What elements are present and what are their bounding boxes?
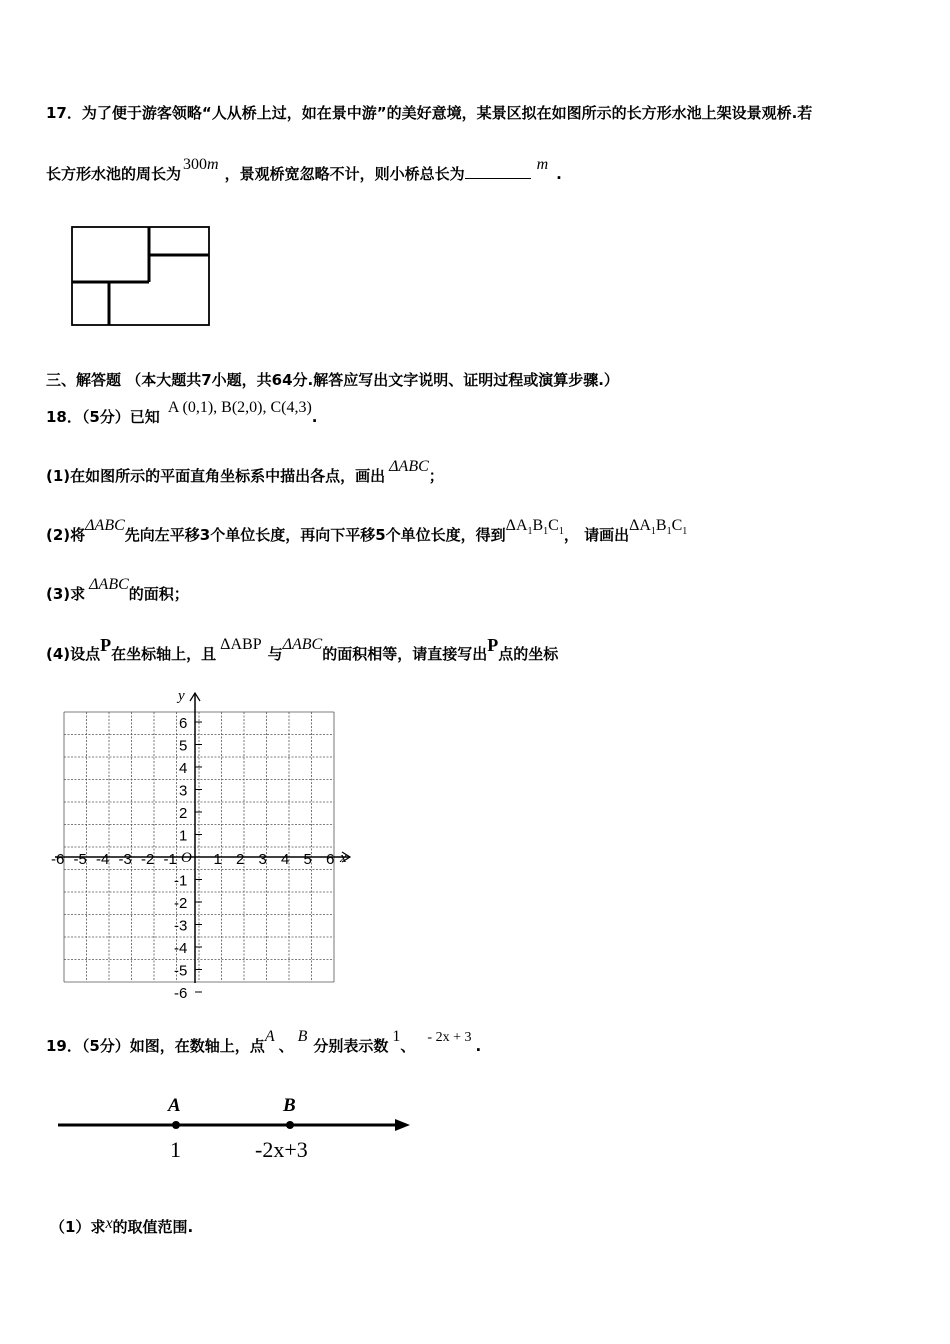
sub-1: 1 bbox=[650, 526, 656, 538]
q18-part4-text4: 的面积相等，请直接写出 bbox=[322, 645, 488, 663]
answer-blank[interactable] bbox=[465, 164, 531, 179]
q18-intro-text: 18．（5分）已知 bbox=[46, 408, 160, 426]
q17-end: . bbox=[556, 165, 562, 183]
label-a: A bbox=[168, 1095, 181, 1116]
q18-part1-text: (1)在如图所示的平面直角坐标系中描出各点，画出 bbox=[46, 467, 386, 485]
x-tick-label: 6 bbox=[326, 851, 335, 868]
q18-part4-end: 点的坐标 bbox=[498, 645, 559, 663]
x-tick-label: -3 bbox=[118, 851, 132, 868]
triangle-a1b1c1 bbox=[629, 517, 688, 538]
coordinate-grid bbox=[50, 688, 360, 1002]
number-line-arrow bbox=[395, 1119, 410, 1131]
y-tick-label: 6 bbox=[179, 715, 188, 732]
x-tick-label: 2 bbox=[236, 851, 245, 868]
sub-1: 1 bbox=[666, 526, 672, 538]
q18-part3 bbox=[46, 576, 189, 605]
q18-part2-text2: 先向左平移3个单位长度，再向下平移5个单位长度，得到 bbox=[124, 526, 506, 544]
number-1: 1 bbox=[392, 1028, 401, 1045]
x-tick-label: -1 bbox=[163, 851, 177, 868]
tri1-b: B bbox=[532, 517, 544, 534]
x-tick-label: 1 bbox=[213, 851, 222, 868]
q18-part1 bbox=[46, 458, 444, 487]
q19-end: . bbox=[475, 1037, 482, 1055]
y-tick-label: 4 bbox=[179, 760, 188, 777]
q18-points: A (0,1), B(2,0), C(4,3) bbox=[167, 399, 312, 416]
x-tick-label: 4 bbox=[281, 851, 290, 868]
x-tick-label: -4 bbox=[96, 851, 110, 868]
q17-perimeter bbox=[183, 156, 219, 173]
q19-intro-text: 19．（5分）如图，在数轴上，点 bbox=[46, 1037, 265, 1055]
sub-1: 1 bbox=[543, 526, 549, 538]
y-tick-label: -2 bbox=[174, 895, 188, 912]
point-a: A bbox=[264, 1028, 275, 1045]
label-1: 1 bbox=[170, 1137, 181, 1162]
label-b: B bbox=[283, 1095, 296, 1116]
q18-part4-text2: 在坐标轴上，且 bbox=[111, 645, 217, 663]
point-b-dot bbox=[286, 1121, 294, 1129]
q18-part4 bbox=[46, 635, 559, 665]
q17-line2 bbox=[46, 156, 562, 185]
y-axis-label: y bbox=[178, 688, 185, 704]
grid-lines bbox=[64, 712, 334, 982]
y-tick-label: 3 bbox=[179, 782, 188, 800]
origin-label: O bbox=[181, 850, 192, 866]
y-tick-label: 1 bbox=[179, 827, 188, 845]
x-tick-label: -6 bbox=[51, 851, 65, 868]
y-tick-label: -6 bbox=[174, 985, 188, 1002]
q19-part1-end: 的取值范围. bbox=[112, 1218, 194, 1236]
tri1-b: B bbox=[655, 517, 667, 534]
q19-mid: 分别表示数 bbox=[313, 1037, 389, 1055]
tri1-a: ΔA bbox=[629, 517, 651, 534]
point-p: P bbox=[100, 635, 112, 655]
variable-x: x bbox=[105, 1215, 113, 1232]
sub-1: 1 bbox=[558, 526, 564, 538]
section-title: 三、解答题 （本大题共7小题，共64分.解答应写出文字说明、证明过程或演算步骤.） bbox=[46, 371, 619, 389]
q18-part3-end: 的面积； bbox=[128, 585, 189, 603]
triangle-abc: ΔABC bbox=[282, 636, 323, 653]
q17-question: ，景观桥宽忽略不计，则小桥总长为 bbox=[224, 165, 465, 183]
triangle-abp: ΔABP bbox=[220, 636, 262, 653]
point-a-dot bbox=[172, 1121, 180, 1129]
triangle-abc: ΔABC bbox=[89, 576, 129, 593]
pool-figure bbox=[64, 222, 214, 330]
tri1-c: C bbox=[548, 517, 559, 534]
label-expr: -2x+3 bbox=[255, 1137, 308, 1162]
q18-part4-text: (4)设点 bbox=[46, 645, 101, 663]
y-tick-label: -4 bbox=[174, 940, 188, 957]
triangle-a1b1c1 bbox=[505, 517, 564, 538]
q17-unit: m bbox=[207, 156, 219, 173]
point-p: P bbox=[487, 635, 499, 655]
sub-1: 1 bbox=[682, 526, 688, 538]
y-tick-label: -1 bbox=[174, 872, 188, 890]
x-tick-label: -2 bbox=[141, 851, 155, 868]
triangle-abc: ΔABC bbox=[85, 517, 125, 534]
q19-part1 bbox=[50, 1217, 193, 1238]
x-tick-label: -5 bbox=[73, 851, 87, 868]
q18-part1-end: ； bbox=[428, 467, 444, 485]
q18-part3-text: (3)求 bbox=[46, 585, 86, 603]
y-tick-label: -3 bbox=[174, 917, 188, 935]
triangle-abc: ΔABC bbox=[389, 458, 429, 475]
tri1-a: ΔA bbox=[505, 517, 528, 534]
q18-part2-text3: ， 请画出 bbox=[563, 526, 630, 544]
point-b: B bbox=[297, 1028, 308, 1045]
y-tick-label: 2 bbox=[179, 805, 188, 822]
y-tick-label: -5 bbox=[174, 962, 188, 980]
q19-part1-text: （1）求 bbox=[50, 1218, 106, 1236]
q18-end: . bbox=[311, 408, 318, 426]
q17-line1: 17．为了便于游客领略“人从桥上过，如在景中游”的美好意境，某景区拟在如图所示的长方形水池上架设景观桥.若 bbox=[46, 104, 813, 122]
q18-part4-text3: 与 bbox=[267, 645, 283, 663]
x-tick-label: 3 bbox=[258, 851, 267, 868]
q18-part2 bbox=[46, 517, 688, 552]
y-tick-label: 5 bbox=[179, 737, 188, 755]
tri1-c: C bbox=[671, 517, 683, 534]
q17-perimeter-label: 长方形水池的周长为 bbox=[46, 165, 182, 183]
q17-unit2: m bbox=[536, 156, 549, 173]
pool-outline bbox=[72, 227, 209, 325]
x-axis-label: x bbox=[340, 850, 347, 866]
x-tick-label: 5 bbox=[303, 851, 312, 868]
tick-labels bbox=[51, 715, 334, 1002]
q17-perimeter-value: 300 bbox=[183, 156, 208, 173]
q19-sep: 、 bbox=[278, 1037, 294, 1055]
q18-part2-text: (2)将 bbox=[46, 526, 86, 544]
q19-sep2: 、 bbox=[400, 1037, 416, 1055]
q19-intro bbox=[46, 1028, 482, 1058]
expression: - 2x + 3 bbox=[427, 1030, 472, 1045]
sub-1: 1 bbox=[527, 526, 533, 538]
number-line-figure bbox=[55, 1090, 415, 1165]
q18-intro bbox=[46, 399, 318, 428]
